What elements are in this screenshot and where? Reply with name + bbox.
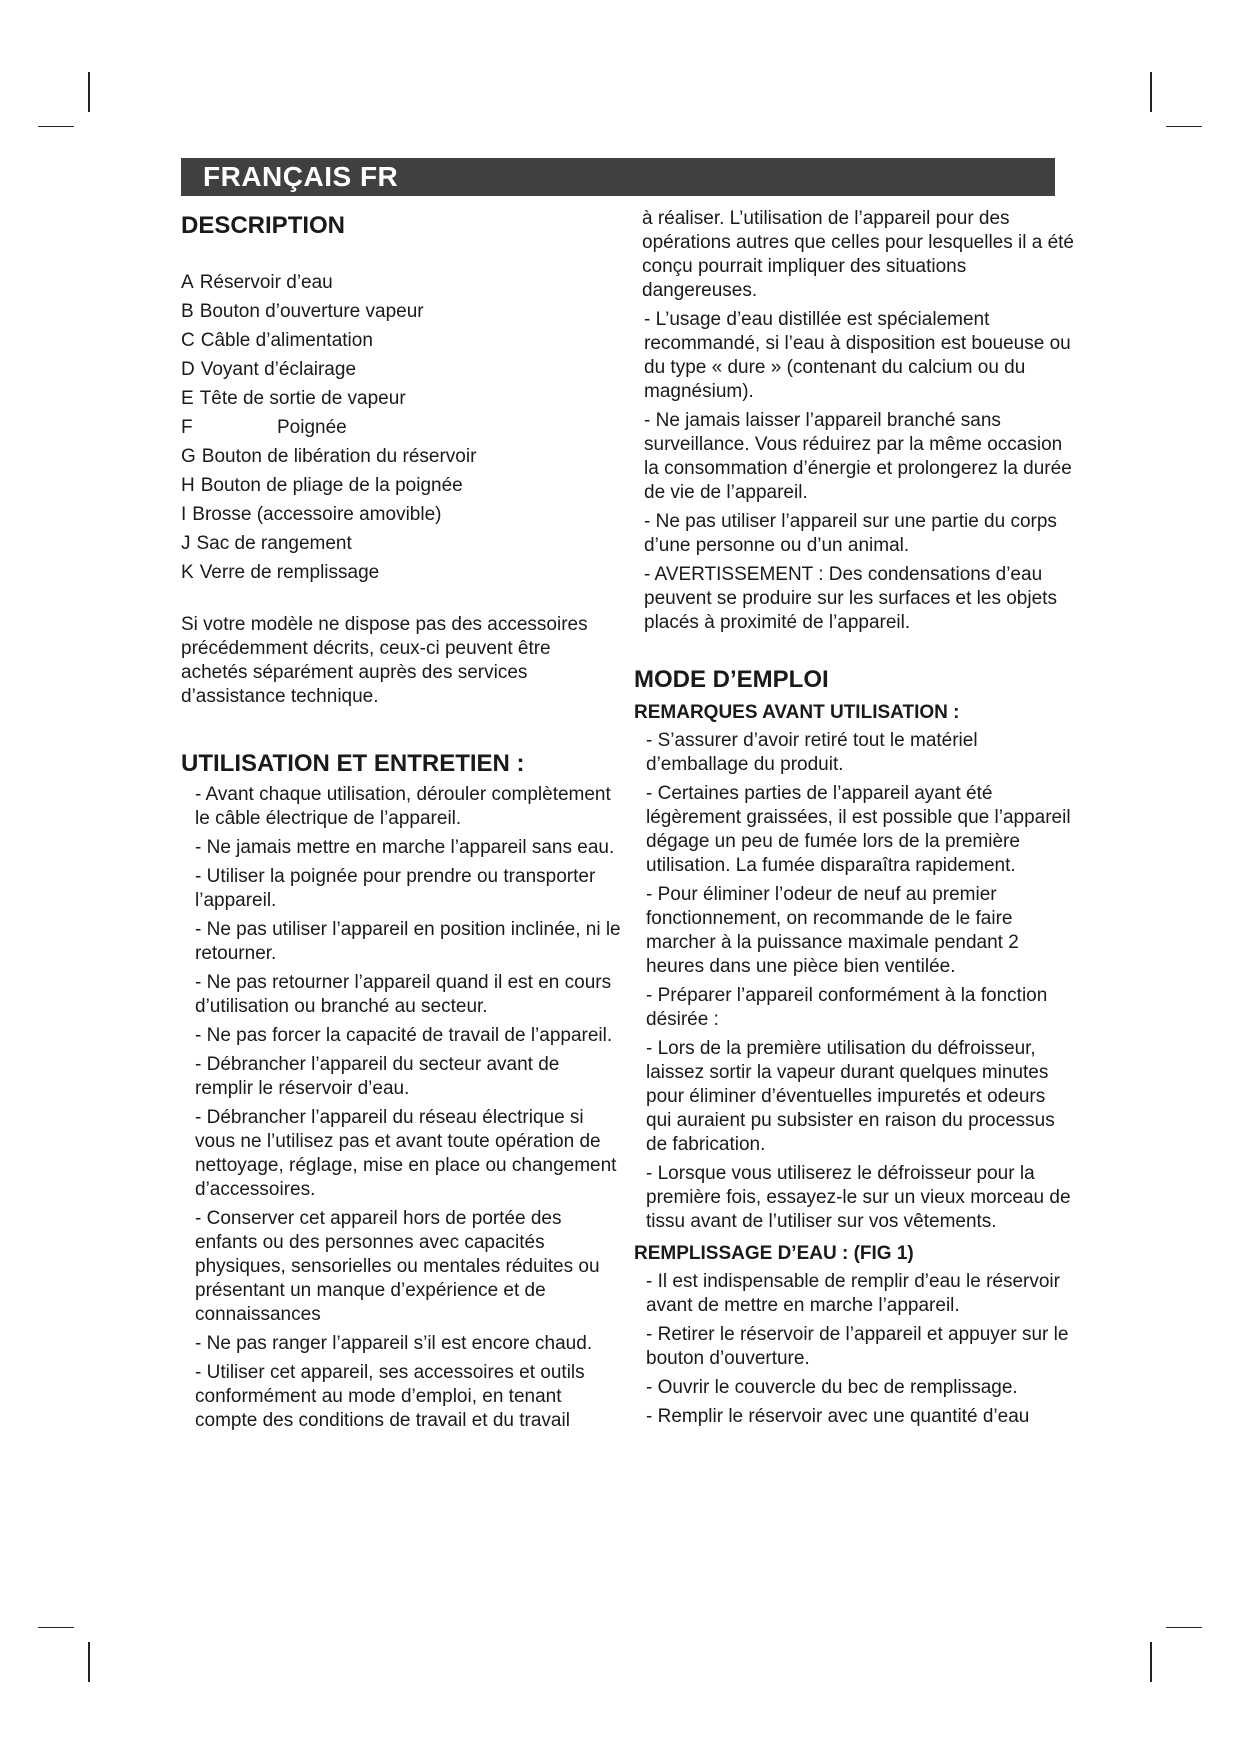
accessories-note: Si votre modèle ne dispose pas des accessoires précédemment décrits, ceux-ci peuvent être achetés séparément auprès des services d’assistance technique. xyxy=(181,614,588,707)
list-item: - S’assurer d’avoir retiré tout le matériel d’emballage du produit. xyxy=(646,730,978,775)
list-item: - Utiliser cet appareil, ses accessoires et outils conformément au mode d’emploi, en tenant compte des conditions de travail et du travail xyxy=(195,1362,585,1431)
list-item: - AVERTISSEMENT : Des condensations d’eau peuvent se produire sur les surfaces et les objets placés à proximité de l’appareil. xyxy=(644,564,1057,633)
list-item: à réaliser. L’utilisation de l’appareil pour des opérations autres que celles pour lesquelles il a été conçu pourrait impliquer des situations dangereuses. xyxy=(642,208,1074,301)
part-item: I Brosse (accessoire amovible) xyxy=(181,504,442,525)
crop-mark xyxy=(38,1627,74,1628)
right-column xyxy=(634,207,1074,1434)
list-item: - Débrancher l’appareil du secteur avant de remplir le réservoir d’eau. xyxy=(195,1054,560,1099)
part-item: C Câble d’alimentation xyxy=(181,330,373,351)
remarks-list xyxy=(634,729,1074,1234)
language-title: FRANÇAIS FR xyxy=(203,161,399,192)
list-item: - Remplir le réservoir avec une quantité d’eau xyxy=(646,1406,1030,1427)
list-item: - Ne pas utiliser l’appareil sur une partie du corps d’une personne ou d’un animal. xyxy=(644,511,1057,556)
language-header xyxy=(181,158,1055,196)
mode-title: MODE D’EMPLOI xyxy=(634,666,829,693)
parts-list xyxy=(181,271,621,585)
list-item: - Ouvrir le couvercle du bec de remplissage. xyxy=(646,1377,1018,1398)
remarks-title: REMARQUES AVANT UTILISATION : xyxy=(634,702,960,723)
list-item: - Lorsque vous utiliserez le défroisseur pour la première fois, essayez-le sur un vieux morceau de tissu avant de l’utiliser sur vos vêtements. xyxy=(646,1163,1071,1232)
crop-mark xyxy=(88,1642,90,1682)
list-item: - Conserver cet appareil hors de portée des enfants ou des personnes avec capacités physiques, sensorielles ou mentales réduites ou présentant un manque d’expérience et de connaissances xyxy=(195,1208,600,1325)
list-item: - Avant chaque utilisation, dérouler complètement le câble électrique de l’appareil. xyxy=(195,784,611,829)
list-item: - Ne pas ranger l’appareil s’il est encore chaud. xyxy=(195,1333,593,1354)
list-item: - Ne jamais mettre en marche l’appareil sans eau. xyxy=(195,837,615,858)
list-item: - Débrancher l’appareil du réseau électrique si vous ne l’utilisez pas et avant toute opération de nettoyage, réglage, mise en place ou changement d’accessoires. xyxy=(195,1107,617,1200)
list-item: - Ne pas forcer la capacité de travail de l’appareil. xyxy=(195,1025,613,1046)
list-item: - Pour éliminer l’odeur de neuf au premier fonctionnement, on recommande de le faire marcher à la puissance maximale pendant 2 heures dans une pièce bien ventilée. xyxy=(646,884,1019,977)
left-column xyxy=(181,207,621,1438)
crop-mark xyxy=(88,72,90,112)
part-item: H Bouton de pliage de la poignée xyxy=(181,475,463,496)
list-item: - Ne pas retourner l’appareil quand il est en cours d’utilisation ou branché au secteur. xyxy=(195,972,612,1017)
crop-mark xyxy=(1150,72,1152,112)
list-item: - Préparer l’appareil conformément à la fonction désirée : xyxy=(646,985,1048,1030)
list-item: - Retirer le réservoir de l’appareil et appuyer sur le bouton d’ouverture. xyxy=(646,1324,1069,1369)
list-item: - L’usage d’eau distillée est spécialement recommandé, si l’eau à disposition est boueuse ou du type « dure » (contenant du calcium ou du magnésium). xyxy=(644,309,1071,402)
part-item: G Bouton de libération du réservoir xyxy=(181,446,477,467)
list-item: - Utiliser la poignée pour prendre ou transporter l’appareil. xyxy=(195,866,596,911)
part-item: F Poignée xyxy=(181,417,347,438)
part-item: A Réservoir d’eau xyxy=(181,272,333,293)
crop-mark xyxy=(1166,126,1202,127)
list-item: - Lors de la première utilisation du défroisseur, laissez sortir la vapeur durant quelques minutes pour éliminer d’éventuelles impuretés et odeurs qui auraient pu subsister en raison du processus de fabrication. xyxy=(646,1038,1055,1155)
list-item: - Certaines parties de l’appareil ayant été légèrement graissées, il est possible que l’appareil dégage un peu de fumée lors de la première utilisation. La fumée disparaîtra rapidement. xyxy=(646,783,1071,876)
list-item: - Ne pas utiliser l’appareil en position inclinée, ni le retourner. xyxy=(195,919,621,964)
crop-mark xyxy=(1150,1642,1152,1682)
part-item: B Bouton d’ouverture vapeur xyxy=(181,301,424,322)
list-item: - Ne jamais laisser l’appareil branché sans surveillance. Vous réduirez par la même occasion la consommation d’énergie et prolongerez la durée de vie de l’appareil. xyxy=(644,410,1072,503)
usage-list xyxy=(181,783,621,1433)
usage-title: UTILISATION ET ENTRETIEN : xyxy=(181,750,525,777)
list-item: - Il est indispensable de remplir d’eau le réservoir avant de mettre en marche l’appareil. xyxy=(646,1271,1060,1316)
part-item: E Tête de sortie de vapeur xyxy=(181,388,406,409)
part-item: D Voyant d’éclairage xyxy=(181,359,357,380)
crop-mark xyxy=(38,126,74,127)
crop-mark xyxy=(1166,1627,1202,1628)
filling-title: REMPLISSAGE D’EAU : (FIG 1) xyxy=(634,1243,914,1264)
filling-list xyxy=(634,1270,1074,1429)
usage-list-continued xyxy=(634,207,1074,635)
part-item: J Sac de rangement xyxy=(181,533,352,554)
description-title: DESCRIPTION xyxy=(181,212,346,239)
part-item: K Verre de remplissage xyxy=(181,562,380,583)
